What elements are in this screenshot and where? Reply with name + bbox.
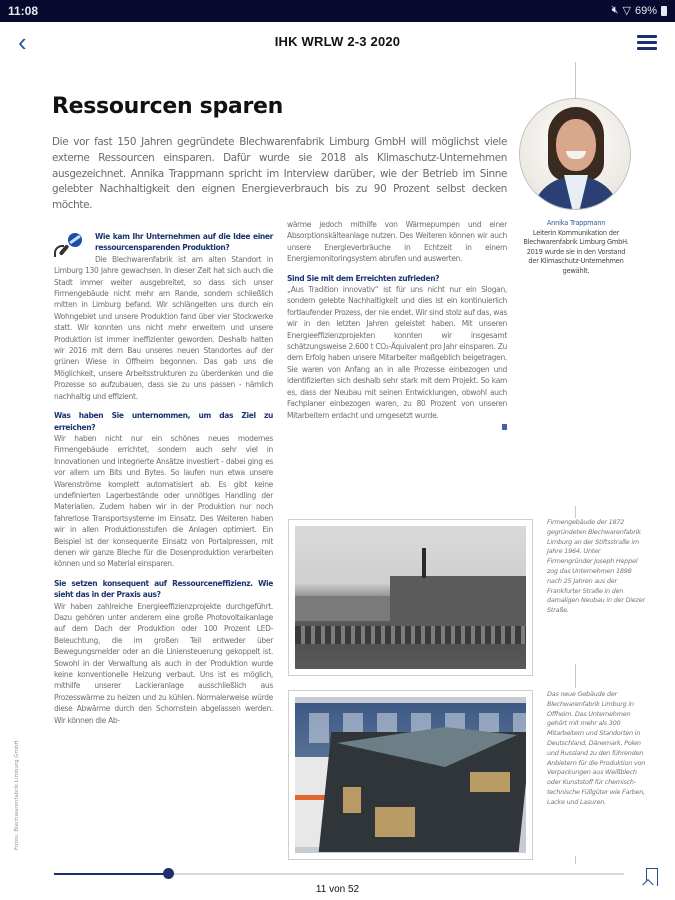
new-building-photo <box>288 690 533 860</box>
historic-factory-photo <box>288 519 533 676</box>
interview-question: Wie kam Ihr Unternehmen auf die Idee einer ressourcensparenden Produktion? <box>95 232 273 253</box>
chevron-left-icon: ‹ <box>18 27 27 57</box>
publication-title: IHK WRLW 2-3 2020 <box>274 34 401 49</box>
page-slider-fill <box>54 873 168 875</box>
interview-answer: wärme jedoch mithilfe von Wärmepumpen und einer Absorptionskälteanlage nutzen. Des Weiteren können wir auch unsere Energieverbräuche in Echtzeit in einem Energiemonitoringsystem abrufen und auswerten. <box>287 220 507 264</box>
divider-line <box>575 664 576 688</box>
battery-icon <box>661 6 667 16</box>
wifi-icon: ▽ <box>622 5 631 17</box>
hamburger-line <box>637 41 657 44</box>
divider-line <box>575 62 576 98</box>
portrait-photo <box>519 98 631 210</box>
article-lead: Die vor fast 150 Jahren gegründete Blechwarenfabrik Limburg GmbH will möglichst viele externe Ressourcen einsparen. Dafür wurde sie 2018 als Klimaschutz-Unternehmen ausgezeichnet. Annika Trappmann spricht im Interview darüber, wie der Betrieb im Sinne gelebter Nachhaltigkeit den eignen Energieverbrauch bis zu 90 Prozent selbst decken möchte. <box>52 136 507 212</box>
photo-building <box>390 576 526 626</box>
spacer <box>287 265 507 273</box>
photo-caption: Firmengebäude der 1872 gegründeten Blechwarenfabrik Limburg an der Stiftsstraße im Jahre 1964. Unter Firmengründer Joseph Heppel zog das Unternehmen 1898 nach 25 Jahren aus der Frankfurter Straße in den damaligen Neubau in der Diezer Straße. <box>547 518 645 615</box>
page-indicator: 11 von 52 <box>315 884 360 895</box>
status-time: 11:08 <box>8 4 39 18</box>
interview-question: Sie setzen konsequent auf Ressourceneffizienz. Wie sieht das in der Praxis aus? <box>54 578 273 600</box>
battery-percent: 69% <box>634 4 657 17</box>
historic-factory-image <box>295 526 526 669</box>
photo-window <box>343 787 361 813</box>
photo-building-row <box>295 626 526 644</box>
page-slider-handle[interactable] <box>163 868 174 879</box>
photo-window <box>470 772 510 792</box>
microphone-icon <box>54 231 92 261</box>
photo-chimney <box>422 548 426 578</box>
menu-button[interactable] <box>637 35 657 51</box>
interview-answer: Die Blechwarenfabrik ist am alten Standort in Limburg 130 Jahre gewachsen. In dieser Zeit hat sich auch die Stadt immer weiter ausgebreitet, so dass sich unser Firmengebäude nicht mehr am Rande, sondern schließlich mitten in Limburg befand. Wir schlängelten uns durch ein Wohngebiet und unsere Produktion fand über vier Stockwerke statt. Wir konnten uns nicht mehr erweitern und unsere Produktion ist immer ineffizienter geworden. Deshalb hatten wir 2016 mit dem Bau unseres neuen Standortes auf der grünen Wiese in Offheim begonnen. Das gab uns die Möglichkeit, unsere Arbeitsstrukturen zu überdenken und die Prozesse so aufzubauen, dass sie zu uns passen - nämlich nachhaltig und effizient. <box>54 254 273 401</box>
spacer <box>54 570 273 578</box>
person-caption <box>522 219 630 277</box>
mute-vibrate-icon: 🔇︎ <box>611 4 619 16</box>
person-description: Leiterin Kommunikation der Blechwarenfabrik Limburg GmbH. 2019 wurde sie in den Vorstand der Klimaschutz-Unternehmen gewählt. <box>523 228 629 275</box>
interview-answer: Wir haben nicht nur ein schönes neues modernes Firmengebäude errichtet, sondern auch sehr viel in Innovationen und integrierte Ansätze investiert - dabei ging es vor allem um Bits und Bytes. So laufen nun etwa unsere Warenströme komplett automatisiert ab. Es gibt keine undefinierten Lagerbestände oder unnötiges Handling der Materialien. Zudem haben wir in der Produktion nur noch fahrerlose Transportsysteme im Einsatz. Des Weiteren haben wir in allen Produktionsstufen die Anlagen optimiert. Ein Beispiel ist der konsequente Einsatz von Portalpressen, mit denen wir ganze Bleche für die Dosenproduktion verarbeiten können und so Material einsparen. <box>54 433 273 569</box>
page-navigation-footer <box>0 864 675 900</box>
photo-caption: Das neue Gebäude der Blechwarenfabrik Limburg in Offheim. Das Unternehmen gehört mit mehr als 300 Mitarbeitern und Standorten in Deutschland, Dänemark, Polen und Russland zu den führenden Anbietern für die Produktion von Verpackungen aus Weißblech oder Kunststoff für chemisch-technische Füllgüter wie Farben, Lacke und Lasuren. <box>547 690 646 806</box>
divider-line <box>575 506 576 518</box>
status-icons <box>612 4 667 17</box>
bookmark-button[interactable] <box>646 868 658 886</box>
person-name: Annika Trappmann <box>546 219 606 227</box>
article-headline: Ressourcen sparen <box>52 94 283 119</box>
article-end-mark <box>502 424 507 430</box>
article-column-2 <box>287 219 507 430</box>
interview-question: Was haben Sie unternommen, um das Ziel zu erreichen? <box>54 411 273 432</box>
hamburger-line <box>637 47 657 50</box>
app-bar <box>0 22 675 64</box>
interview-answer: Wir haben zahlreiche Energieeffizienzprojekte durchgeführt. Dazu gehören unter anderem eine große Photovoltaikanlage auf dem Dach der Produktion oder 100 Prozent LED-Beleuchtung, die im großen Teil entweder über Bewegungsmelder oder an die Liniensteuerung gekoppelt ist. Sowohl in der Verwaltung als auch in der Produktion wurde keine konventionelle Heizung verbaut. Uns ist es möglich, mithilfe unserer Lackieranlage ausschließlich aus Prozesswärme zu heizen und zu kühlen. Normalerweise würde diese Abwärme durch den Schornstein abgelassen werden. Wir können die Ab- <box>54 601 273 725</box>
photo-window <box>375 807 415 837</box>
interview-answer: „Aus Tradition innovativ“ ist für uns nicht nur ein Slogan, sondern gelebte Nachhaltigkeit und dies ist ein kontinuierlich fortlaufender Prozess, der nie endet. Wir sind stolz auf das, was wir in den letzten Jahren geleistet haben. Mit unseren Energieeffizienzprojekten konnten wir insgesamt schätzungsweise 2.600 t CO₂-Äquivalent pro Jahr einsparen. Zu dem Erfolg haben unsere Mitarbeiter maßgeblich beigetragen. Sie waren von Anfang an in alle Prozesse einbezogen und identifizierten sich deshalb sehr stark mit dem Projekt. So kam es, dass der Neubau mit seinen Entwicklungen, obwohl auch Fachplaner einbezogen waren, zu 80 Prozent von unseren Mitarbeitern erdacht und umgesetzt wurde. <box>287 285 507 420</box>
interview-question: Sind Sie mit dem Erreichten zufrieden? <box>287 273 440 283</box>
page-slider[interactable] <box>54 873 624 875</box>
photo-credit: Fotos: Blechwarenfabrik Limburg GmbH <box>14 740 20 850</box>
article-column-1 <box>54 231 273 726</box>
hamburger-menu-icon <box>637 35 657 38</box>
spacer <box>54 402 273 410</box>
portrait-face <box>556 119 596 171</box>
new-building-image <box>295 697 526 853</box>
status-bar <box>0 0 675 22</box>
